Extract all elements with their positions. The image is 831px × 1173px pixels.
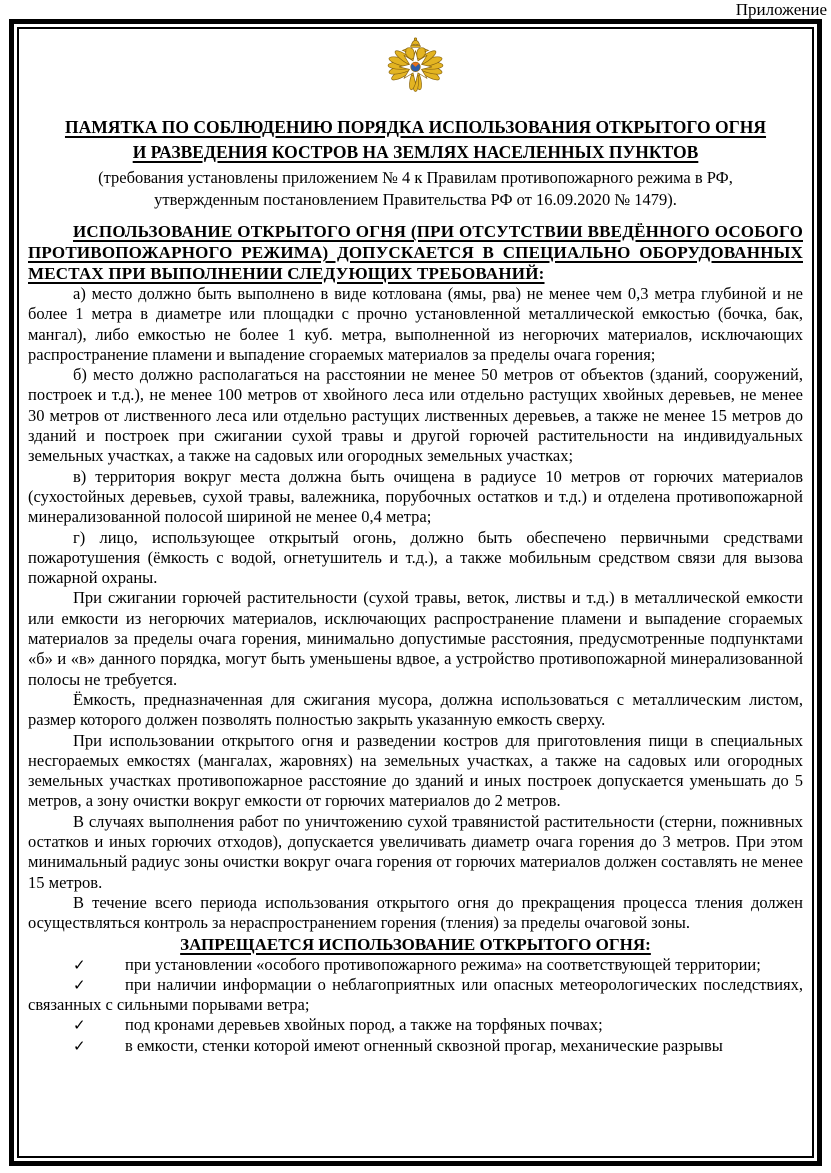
title-line-2: И РАЗВЕДЕНИЯ КОСТРОВ НА ЗЕМЛЯХ НАСЕЛЕННЫХ ПУНКТОВ <box>132 142 699 162</box>
mchs-emblem-icon <box>381 36 450 108</box>
prohibited-item-2-text: при наличии информации о неблагоприятных или опасных метеорологических последствиях, связанных с сильными порывами ветра; <box>28 974 803 1015</box>
document-title <box>28 115 803 165</box>
paragraph-a: а) место должно быть выполнено в виде котлована (ямы, рва) не менее чем 0,3 метра глубиной и не более 1 метра в диаметре или площадки с прочно установленной металлической емкостью (бочка, бак, мангал), либо емкостью не более 1 куб. метра, выполненной из негорючих материалов, исключающих распространение пламени и выпадение сгораемых материалов за пределы очага горения; <box>28 284 803 364</box>
check-icon: ✓ <box>73 975 86 994</box>
prohibited-heading-text: ЗАПРЕЩАЕТСЯ ИСПОЛЬЗОВАНИЕ ОТКРЫТОГО ОГНЯ: <box>180 934 651 954</box>
subtitle-line-1: (требования установлены приложением № 4 к Правилам противопожарного режима в РФ, <box>98 168 733 187</box>
paragraph-b: б) место должно располагаться на расстоянии не менее 50 метров от объектов (зданий, сооружений, построек и т.д.), не менее 100 метров от хвойного леса или отдельно растущих хвойных деревьев, не менее 30 метров от лиственного леса или отдельно растущих лиственных деревьев, а также не менее 15 метров до зданий и построек при сжигании сухой травы и другой горючей растительности на индивидуальных земельных участках, а также на садовых или огородных земельных участках; <box>28 365 803 466</box>
document-body <box>17 27 814 1158</box>
subtitle-line-2: утвержденным постановлением Правительства РФ от 16.09.2020 № 1479). <box>154 190 677 209</box>
paragraph-g: г) лицо, использующее открытый огонь, должно быть обеспечено первичными средствами пожаротушения (ёмкость с водой, огнетушитель и т.д.), а также мобильным средством связи для вызова пожарной охраны. <box>28 527 803 588</box>
check-icon: ✓ <box>73 1016 86 1035</box>
paragraph-v: в) территория вокруг места должна быть очищена в радиусе 10 метров от горючих материалов (сухостойных деревьев, сухой травы, валежника, порубочных остатков и т.д.) и отделена противопожарной минерализованной полосой шириной не менее 0,4 метра; <box>28 466 803 527</box>
prohibited-item-2 <box>28 975 803 1016</box>
paragraph-burning-vegetation: При сжигании горючей растительности (сухой травы, веток, листвы и т.д.) в металлической емкости или емкости из негорючих материалов, исключающих распространение пламени и выпадение сгораемых материалов за пределы очага горения, минимально допустимые расстояния, предусмотренные подпунктами «б» и «в» данного порядка, могут быть уменьшены вдвое, а устройство противопожарной минерализованной полосы не требуется. <box>28 588 803 689</box>
prohibited-item-4 <box>28 1036 803 1056</box>
emblem-container <box>28 32 803 112</box>
prohibited-item-1-text: при установлении «особого противопожарного режима» на соответствующей территории; <box>125 954 761 974</box>
paragraph-container-sheet: Ёмкость, предназначенная для сжигания мусора, должна использоваться с металлическим листом, размер которого должен позволять полностью закрыть указанную емкость сверху. <box>28 689 803 730</box>
paragraph-smoldering-control: В течение всего периода использования открытого огня до прекращения процесса тления должен осуществляться контроль за нераспространением горения (тления) за пределы очаговой зоны. <box>28 892 803 933</box>
prohibited-item-3 <box>28 1015 803 1035</box>
prohibited-item-3-text: под кронами деревьев хвойных пород, а также на торфяных почвах; <box>125 1015 603 1035</box>
paragraph-dry-grass-works: В случаях выполнения работ по уничтожению сухой травянистой растительности (стерни, пожнивных остатков и иных горючих отходов), допускается увеличивать диаметр очага горения до 3 метров. При этом минимальный радиус зоны очистки вокруг очага горения от горючих материалов должен составлять не менее 15 метров. <box>28 811 803 892</box>
prohibited-section-heading <box>28 934 803 955</box>
paragraph-cooking-fires: При использовании открытого огня и разведении костров для приготовления пищи в специальных несгораемых емкостях (мангалах, жаровнях) на земельных участках, а также на садовых или огородных земельных участках противопожарное расстояние до зданий и иных построек допускается уменьшать до 5 метров, а зону очистки вокруг емкости от горючих материалов до 2 метров. <box>28 730 803 811</box>
check-icon: ✓ <box>73 1036 86 1055</box>
prohibited-item-4-text: в емкости, стенки которой имеют огненный сквозной прогар, механические разрывы <box>125 1035 723 1055</box>
permitted-section-heading: ИСПОЛЬЗОВАНИЕ ОТКРЫТОГО ОГНЯ (ПРИ ОТСУТСТВИИ ВВЕДЁННОГО ОСОБОГО ПРОТИВОПОЖАРНОГО РЕЖИМА) ДОПУСКАЕТСЯ В СПЕЦИАЛЬНО ОБОРУДОВАННЫХ МЕСТАХ ПРИ ВЫПОЛНЕНИИ СЛЕДУЮЩИХ ТРЕБОВАНИЙ: <box>28 222 803 283</box>
check-icon: ✓ <box>73 955 86 974</box>
prohibited-item-1 <box>28 955 803 975</box>
title-line-1: ПАМЯТКА ПО СОБЛЮДЕНИЮ ПОРЯДКА ИСПОЛЬЗОВАНИЯ ОТКРЫТОГО ОГНЯ <box>64 117 767 137</box>
appendix-label: Приложение <box>735 0 827 19</box>
document-frame <box>9 19 822 1166</box>
document-subtitle <box>28 167 803 211</box>
